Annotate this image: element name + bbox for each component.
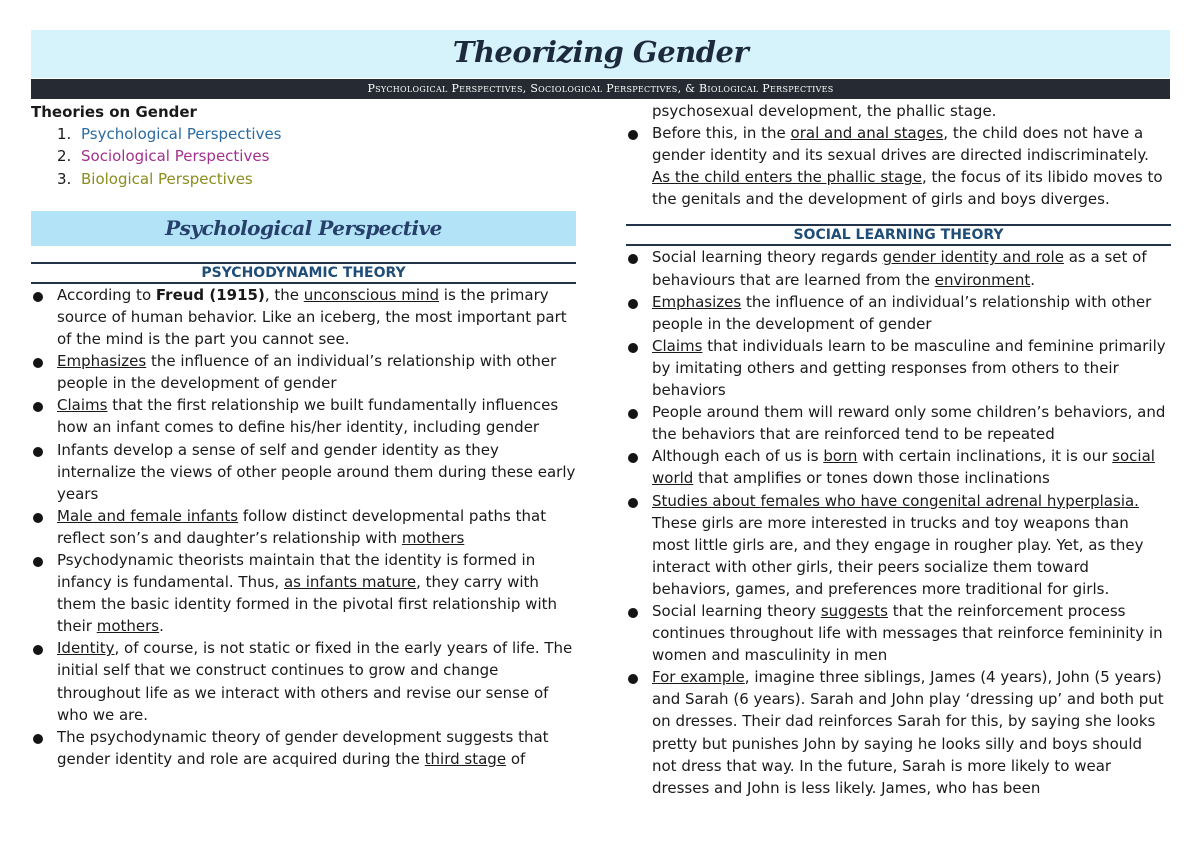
- theory-label: Psychological Perspectives: [81, 125, 282, 143]
- list-item: Claims that individuals learn to be masculine and feminine primarily by imitating others and getting responses from others to their behaviors: [626, 335, 1171, 401]
- theory-item-psychological: [57, 123, 576, 145]
- perspective-title: Psychological Perspective: [165, 215, 442, 240]
- list-item: Studies about females who have congenital adrenal hyperplasia. These girls are more interested in trucks and toy weapons than most little girls are, and they engage in rougher play. Yet, as they interact with other girls, their peers socialize them toward behaviors, games, and preferences more traditional for girls.: [626, 490, 1171, 600]
- theory-item-biological: [57, 168, 576, 190]
- list-item: Identity, of course, is not static or fixed in the early years of life. The initial self that we construct continues to grow and change throughout life as we interact with others and revise our sense of who we are.: [31, 637, 576, 725]
- social-learning-list: [626, 246, 1171, 798]
- theory-num: 3.: [57, 169, 72, 188]
- list-item: Social learning theory suggests that the reinforcement process continues throughout life with messages that reinforce femininity in women and masculinity in men: [626, 600, 1171, 666]
- theory-item-sociological: [57, 145, 576, 167]
- theory-label: Biological Perspectives: [81, 169, 253, 188]
- list-item: Infants develop a sense of self and gender identity as they internalize the views of other people around them during these early years: [31, 439, 576, 505]
- list-item: Before this, in the oral and anal stages, the child does not have a gender identity and its sexual drives are directed indiscriminately. As the child enters the phallic stage, the focus of its libido moves to the genitals and the development of girls and boys diverges.: [626, 122, 1171, 210]
- list-item: Social learning theory regards gender identity and role as a set of behaviours that are learned from the environment.: [626, 246, 1171, 290]
- list-item: Psychodynamic theorists maintain that the identity is formed in infancy is fundamental. Thus, as infants mature, they carry with them the basic identity formed in the pivotal first relationship with their mothers.: [31, 549, 576, 637]
- theory-label: Sociological Perspectives: [81, 147, 270, 166]
- list-item: The psychodynamic theory of gender development suggests that gender identity and role are acquired during the third stage of: [31, 726, 576, 770]
- title-band: [31, 30, 1170, 78]
- psychodynamic-heading: PSYCHODYNAMIC THEORY: [31, 262, 576, 284]
- right-column: [626, 100, 1171, 799]
- psychodynamic-list-continued: [626, 100, 1171, 210]
- theory-num: 1.: [57, 125, 72, 143]
- list-item: According to Freud (1915), the unconscious mind is the primary source of human behavior. Like an iceberg, the most important part of the mind is the part you cannot see.: [31, 284, 576, 350]
- subtitle-bar: Psychological Perspectives, Sociological Perspectives, & Biological Perspectives: [31, 79, 1170, 99]
- list-item-continued: psychosexual development, the phallic stage.: [652, 102, 997, 120]
- theories-list: [31, 123, 576, 190]
- psychodynamic-list: [31, 284, 576, 770]
- theory-num: 2.: [57, 147, 72, 166]
- list-item: Although each of us is born with certain inclinations, it is our social world that amplifies or tones down those inclinations: [626, 445, 1171, 489]
- left-column: [31, 100, 576, 770]
- list-item: People around them will reward only some children’s behaviors, and the behaviors that are reinforced tend to be repeated: [626, 401, 1171, 445]
- psychological-perspective-band: [31, 211, 576, 246]
- list-item: Male and female infants follow distinct developmental paths that reflect son’s and daughter’s relationship with mothers: [31, 505, 576, 549]
- list-item: Emphasizes the influence of an individual’s relationship with other people in the development of gender: [626, 291, 1171, 335]
- list-item: Emphasizes the influence of an individual’s relationship with other people in the development of gender: [31, 350, 576, 394]
- theories-heading: Theories on Gender: [31, 103, 197, 121]
- social-learning-heading: SOCIAL LEARNING THEORY: [626, 224, 1171, 246]
- list-item: For example, imagine three siblings, James (4 years), John (5 years) and Sarah (6 years). Sarah and John play ‘dressing up’ and both put on dresses. Their dad reinforces Sarah for this, by saying she looks pretty but punishes John by saying he looks silly and boys should not dress that way. In the future, Sarah is more likely to wear dresses and John is less likely. James, who has been: [626, 666, 1171, 799]
- page-title: Theorizing Gender: [452, 35, 749, 69]
- list-item: Claims that the first relationship we built fundamentally influences how an infant comes to define his/her identity, including gender: [31, 394, 576, 438]
